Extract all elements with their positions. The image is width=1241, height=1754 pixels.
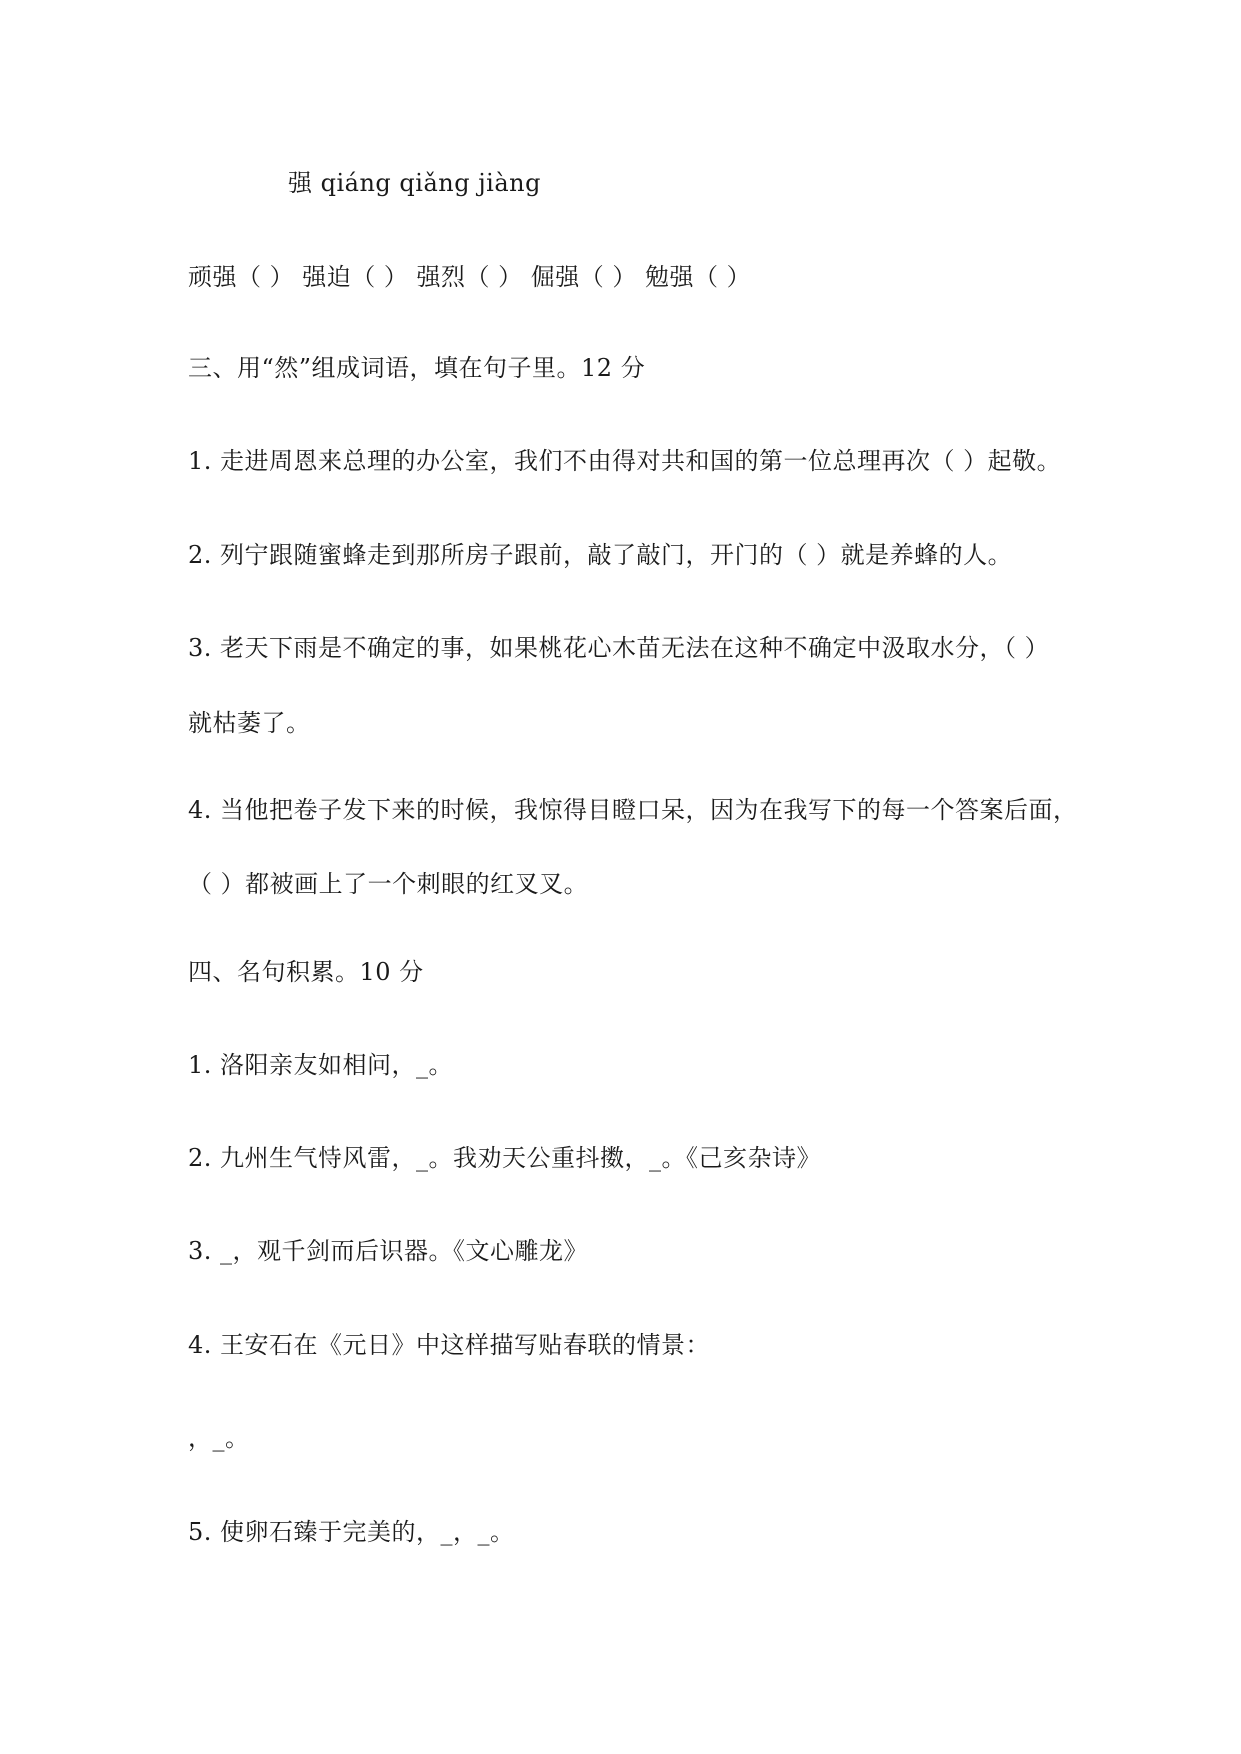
section4-question-1: 1. 洛阳亲友如相问，_。: [188, 1051, 454, 1079]
section3-question-2: 2. 列宁跟随蜜蜂走到那所房子跟前，敲了敲门，开门的（ ）就是养蜂的人。: [188, 541, 1013, 569]
section3-question-3-line2: 就枯萎了。: [188, 709, 311, 737]
section4-heading: 四、名句积累。10 分: [188, 958, 424, 986]
section3-question-4-line2: （ ）都被画上了一个刺眼的红叉叉。: [188, 870, 589, 898]
section3-question-3-line1: 3. 老天下雨是不确定的事，如果桃花心木苗无法在这种不确定中汲取水分，（ ）: [188, 634, 1050, 662]
section3-question-1: 1. 走进周恩来总理的办公室，我们不由得对共和国的第一位总理再次（ ）起敬。: [188, 447, 1062, 475]
section4-question-4-line2: ，_。: [188, 1424, 250, 1452]
words-line: 顽强（ ） 强迫（ ） 强烈（ ） 倔强（ ） 勉强（ ）: [188, 263, 752, 291]
section4-question-5: 5. 使卵石臻于完美的，_，_。: [188, 1518, 515, 1546]
section3-question-4-line1: 4. 当他把卷子发下来的时候，我惊得目瞪口呆，因为在我写下的每一个答案后面，: [188, 796, 1078, 824]
section4-question-3: 3. _，观千剑而后识器。《文心雕龙》: [188, 1237, 589, 1265]
pinyin-line: 强 qiáng qiǎng jiàng: [288, 169, 541, 197]
section4-question-4-line1: 4. 王安石在《元日》中这样描写贴春联的情景：: [188, 1331, 711, 1359]
section3-heading: 三、用“然”组成词语，填在句子里。12 分: [188, 354, 646, 382]
section4-question-2: 2. 九州生气恃风雷，_。我劝天公重抖擞，_。《己亥杂诗》: [188, 1144, 822, 1172]
